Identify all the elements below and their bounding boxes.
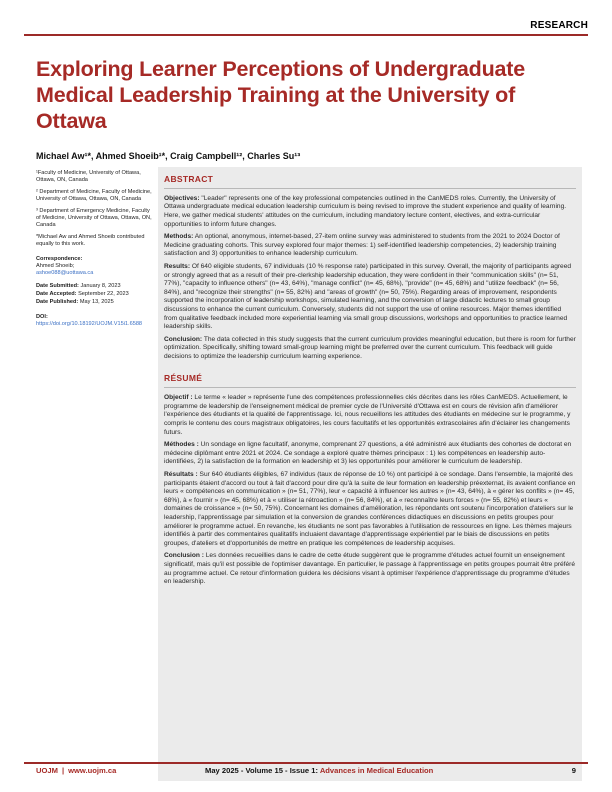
affiliation: ³ Department of Emergency Medicine, Faculty of Medicine, University of Ottawa, Ottawa, ON, Canada (36, 208, 152, 228)
resume-resultats (164, 471, 576, 548)
correspondence-email-link[interactable]: ashoe088@uottawa.ca (36, 270, 94, 276)
resultats-label: Résultats : (164, 471, 198, 479)
abstract-heading-rule (164, 188, 576, 189)
date-submitted-label: Date Submitted: (36, 283, 79, 289)
conclusion-text: The data collected in this study suggests that the current curriculum provides meaningful education, but there is room for further optimization. Specifically, shifting toward small-group learning might be preferred over the current curriculum. This feedback will guide decisions to optimize the leadership curriculum learning experience. (164, 335, 576, 360)
date-accepted-value: September 22, 2023 (78, 291, 129, 297)
date-submitted-value: January 8, 2023 (80, 283, 121, 289)
website-link[interactable]: www.uojm.ca (68, 766, 117, 775)
objectif-text: Le terme « leader » représente l'une des compétences professionnelles clés décrites dans les rôles CanMEDS. Actuellement, le programme de leadership de l'enseignement médical de premier cycle de l'Université d'Ottawa est en cours de révision afin d'améliorer l'expérience des étudiants et la qualité de l'apprentissage. Ici, nous recueillons les attitudes des étudiants en médecine sur le programme, y compris le contenu des cours magistraux obligatoires, les cours facultatifs et les opportunités extrascolaires afin d'éclairer les changements futurs. (164, 394, 571, 436)
doi-block (36, 314, 154, 328)
resume-heading: RÉSUMÉ (164, 373, 203, 384)
correspondence-block (36, 256, 154, 277)
date-published-value: May 13, 2025 (79, 299, 114, 305)
resume-objectif (164, 394, 576, 437)
results-label: Results: (164, 262, 191, 270)
author-list: Michael Aw¹*, Ahmed Shoeib¹*, Craig Campbell¹², Charles Su¹³ (36, 151, 301, 161)
abstract-methods (164, 233, 576, 259)
date-submitted (36, 283, 154, 290)
equal-contribution-note: *Michael Aw and Ahmed Shoeib contributed equally to this work. (36, 234, 145, 247)
issue-info: May 2025 - Volume 15 - Issue 1: (205, 766, 320, 775)
sidebar (36, 170, 154, 328)
correspondence-label: Correspondence: (36, 256, 83, 262)
results-text: Of 640 eligible students, 67 individuals (10 % response rate) participated in this survey. Overall, the majority of participants agreed or strongly agreed that as a result of their pre-clerkship leadership education, they were confident in their "communication skills" (n= 51, 77%), "capacity to influence others" (n= 43, 64%), "manage conflict" (n= 45, 68%), "provide" (n= 45, 68%) and "utilize feedback" (n= 56, 84%), and "recognize their strengths" (n= 55, 82%) and "areas of growth" (n= 50, 75%). Regarding areas of improvement, respondents supported the incorporation of leadership workshops, simulated learning, and the conversion of large didactic lectures to small group discussions to enhance the current curriculum. Conversely, students did not support the use of online resources. Major themes identified from qualitative feedback included more experiential learning via small group discussions, workshops and opportunities to practice learned leadership skills. (164, 262, 572, 331)
doi-label: DOI: (36, 314, 48, 320)
objectives-label: Objectives: (164, 194, 200, 202)
page-number: 9 (571, 766, 576, 775)
methodes-label: Méthodes : (164, 441, 199, 449)
abstract-results (164, 263, 576, 332)
issue-title: Advances in Medical Education (319, 766, 434, 775)
objectif-label: Objectif : (164, 394, 193, 402)
footer-issue (205, 766, 433, 775)
dates-block (36, 283, 154, 306)
methodes-text: Un sondage en ligne facultatif, anonyme, comprenant 27 questions, a été administré aux étudiants des cohortes de doctorat en médecine diplômant entre 2021 et 2024. Ce sondage a exploré quatre thèmes principaux : 1) les compétences en leadership auto-identifiées, 2) la satisfaction de la formation en leadership et 3) les opportunités pour améliorer le curriculum de leadership. (164, 441, 572, 466)
footer-separator: | (61, 766, 65, 775)
resume-heading-rule (164, 387, 576, 388)
resume-methodes (164, 441, 576, 467)
affiliation: ² Department of Medicine, Faculty of Medicine, University of Ottawa, Ottawa, ON, Canada (36, 189, 152, 202)
footer-journal (36, 766, 116, 775)
abstract-objectives (164, 195, 576, 229)
abstract-panel (158, 167, 582, 781)
journal-short: UOJM (36, 766, 58, 775)
footer-rule (24, 762, 588, 764)
conclusion-label: Conclusion: (164, 335, 203, 343)
resume-conclusion-label: Conclusion : (164, 552, 204, 560)
date-accepted-label: Date Accepted: (36, 291, 77, 297)
header-rule (24, 34, 588, 36)
date-published-label: Date Published: (36, 299, 79, 305)
date-accepted (36, 291, 154, 298)
resume-conclusion (164, 552, 576, 586)
affiliation: ¹Faculty of Medicine, University of Ottawa, Ottawa, ON, Canada (36, 170, 141, 183)
resume-conclusion-text: Les données recueillies dans le cadre de cette étude suggèrent que le programme d'études actuel fournit un enseignement significatif, mais qu'il est possible de l'optimiser davantage. En particulier, le passage à l'apprentissage en petits groupes pourrait être préféré au programme actuel. Ce retour d'information guidera les décisions visant à optimiser l'expérience d'apprentissage du programme d'études en leadership. (164, 552, 575, 586)
doi-link[interactable]: https://doi.org/10.18192/UOJM.V15i1.6588 (36, 321, 143, 327)
section-label: RESEARCH (530, 20, 588, 31)
abstract-conclusion (164, 336, 576, 362)
methods-label: Methods: (164, 233, 194, 241)
correspondence-name: Ahmed Shoeib; (36, 263, 75, 269)
abstract-heading: ABSTRACT (164, 174, 214, 184)
article-title: Exploring Learner Perceptions of Undergraduate Medical Leadership Training at the University of Ottawa (36, 57, 525, 133)
methods-text: An optional, anonymous, internet-based, 27-item online survey was administered to students from the 2021 to 2024 Doctor of Medicine graduating cohorts. This survey explored four major themes: 1) self-identified leadership competencies, 2) leadership training satisfaction and 3) opportunities to enhance leadership curriculum. (164, 233, 560, 258)
objectives-text: "Leader" represents one of the key professional competencies outlined in the CanMEDS roles. Currently, the University of Ottawa undergraduate medical education leadership curriculum is being revised to improve the student experience and quality of learning. Here, we gather medical students' attitudes on the curriculum, including mandatory lecture content, electives, and extra-curricular opportunities to inform future changes. (164, 194, 567, 228)
date-published (36, 299, 154, 306)
resultats-text: Sur 640 étudiants éligibles, 67 individus (taux de réponse de 10 %) ont participé à ce sondage. Dans l'ensemble, la majorité des participants étaient d'accord ou tout à fait d'accord pour dire qu'à la suite de leur formation en leadership préexternat, ils avaient confiance en leurs « compétences en communication » (n= 51, 77%), leur « capacité à influencer les autres » (n= 43, 64%), à « gérer les conflits » (n= 45, 68%), à « fournir » (n= 45, 68%) et à « utiliser la rétroaction » (n= 56, 84%), et à « reconnaître leurs forces » (n= 55, 82%) et leurs « domaines de croissance » (n= 50, 75%). Concernant les domaines d'amélioration, les répondants ont soutenu l'incorporation d'ateliers sur le leadership, l'apprentissage par simulation et la conversion de grandes conférences didactiques en discussions en petits groupes pour améliorer le programme actuel. En revanche, les étudiants ne sont pas favorables à l'utilisation de ressources en ligne. Les thèmes majeurs identifiés à partir des commentaires qualitatifs incluaient davantage d'apprentissage expérientiel par le biais de discussions en petits groupes, d'ateliers et d'opportunités de mettre en pratique les compétences de leadership acquises. (164, 471, 576, 547)
